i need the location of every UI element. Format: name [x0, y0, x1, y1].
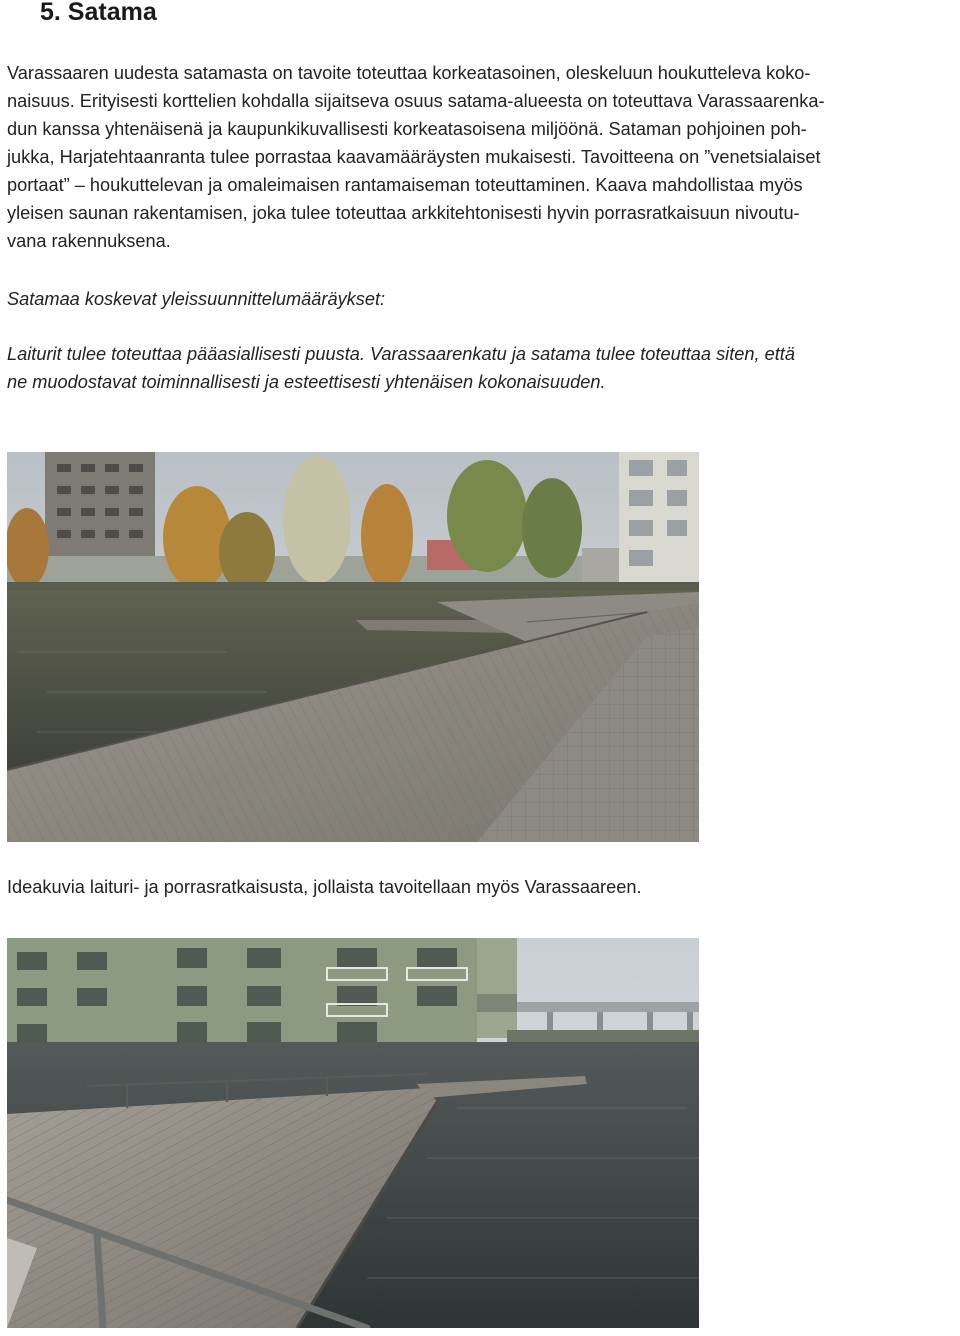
rules-line: Laiturit tulee toteuttaa pääasiallisesti puusta. Varassaarenkatu ja satama tulee toteuttaa siten, että — [7, 344, 795, 364]
harbour-photo-boardwalk-drawing — [7, 938, 699, 1328]
harbour-photo-boardwalk — [7, 938, 699, 1328]
intro-line: naisuus. Erityisesti korttelien kohdalla sijaitseva osuus satama-alueesta on toteuttava Varassaarenka- — [7, 91, 825, 111]
harbour-photo-stepped-pier — [7, 452, 699, 842]
rules-paragraph — [7, 340, 957, 396]
intro-line: dun kanssa yhtenäisenä ja kaupunkikuvallisesti korkeatasoisena miljöönä. Sataman pohjoinen poh- — [7, 119, 807, 139]
intro-line: yleisen saunan rakentamisen, joka tulee toteuttaa arkkitehtonisesti hyvin porrasratkaisuun nivoutu- — [7, 203, 800, 223]
intro-line: jukka, Harjatehtaanranta tulee porrastaa kaavamääräysten mukaisesti. Tavoitteena on ”venetsialaiset — [7, 147, 821, 167]
intro-paragraph — [7, 59, 957, 255]
intro-line: portaat” – houkuttelevan ja omaleimaisen rantamaiseman toteuttaminen. Kaava mahdollistaa myös — [7, 175, 803, 195]
rules-title: Satamaa koskevat yleissuunnittelumääräykset: — [7, 289, 386, 309]
intro-line: vana rakennuksena. — [7, 231, 171, 251]
rules-line: ne muodostavat toiminnallisesti ja esteettisesti yhtenäisen kokonaisuuden. — [7, 372, 606, 392]
photo-caption: Ideakuvia laituri- ja porrasratkaisusta, jollaista tavoitellaan myös Varassaareen. — [7, 877, 642, 897]
section-heading: 5. Satama — [40, 0, 157, 26]
intro-line: Varassaaren uudesta satamasta on tavoite toteuttaa korkeatasoinen, oleskeluun houkutteleva koko- — [7, 63, 811, 83]
harbour-photo-stepped-pier-drawing — [7, 452, 699, 842]
